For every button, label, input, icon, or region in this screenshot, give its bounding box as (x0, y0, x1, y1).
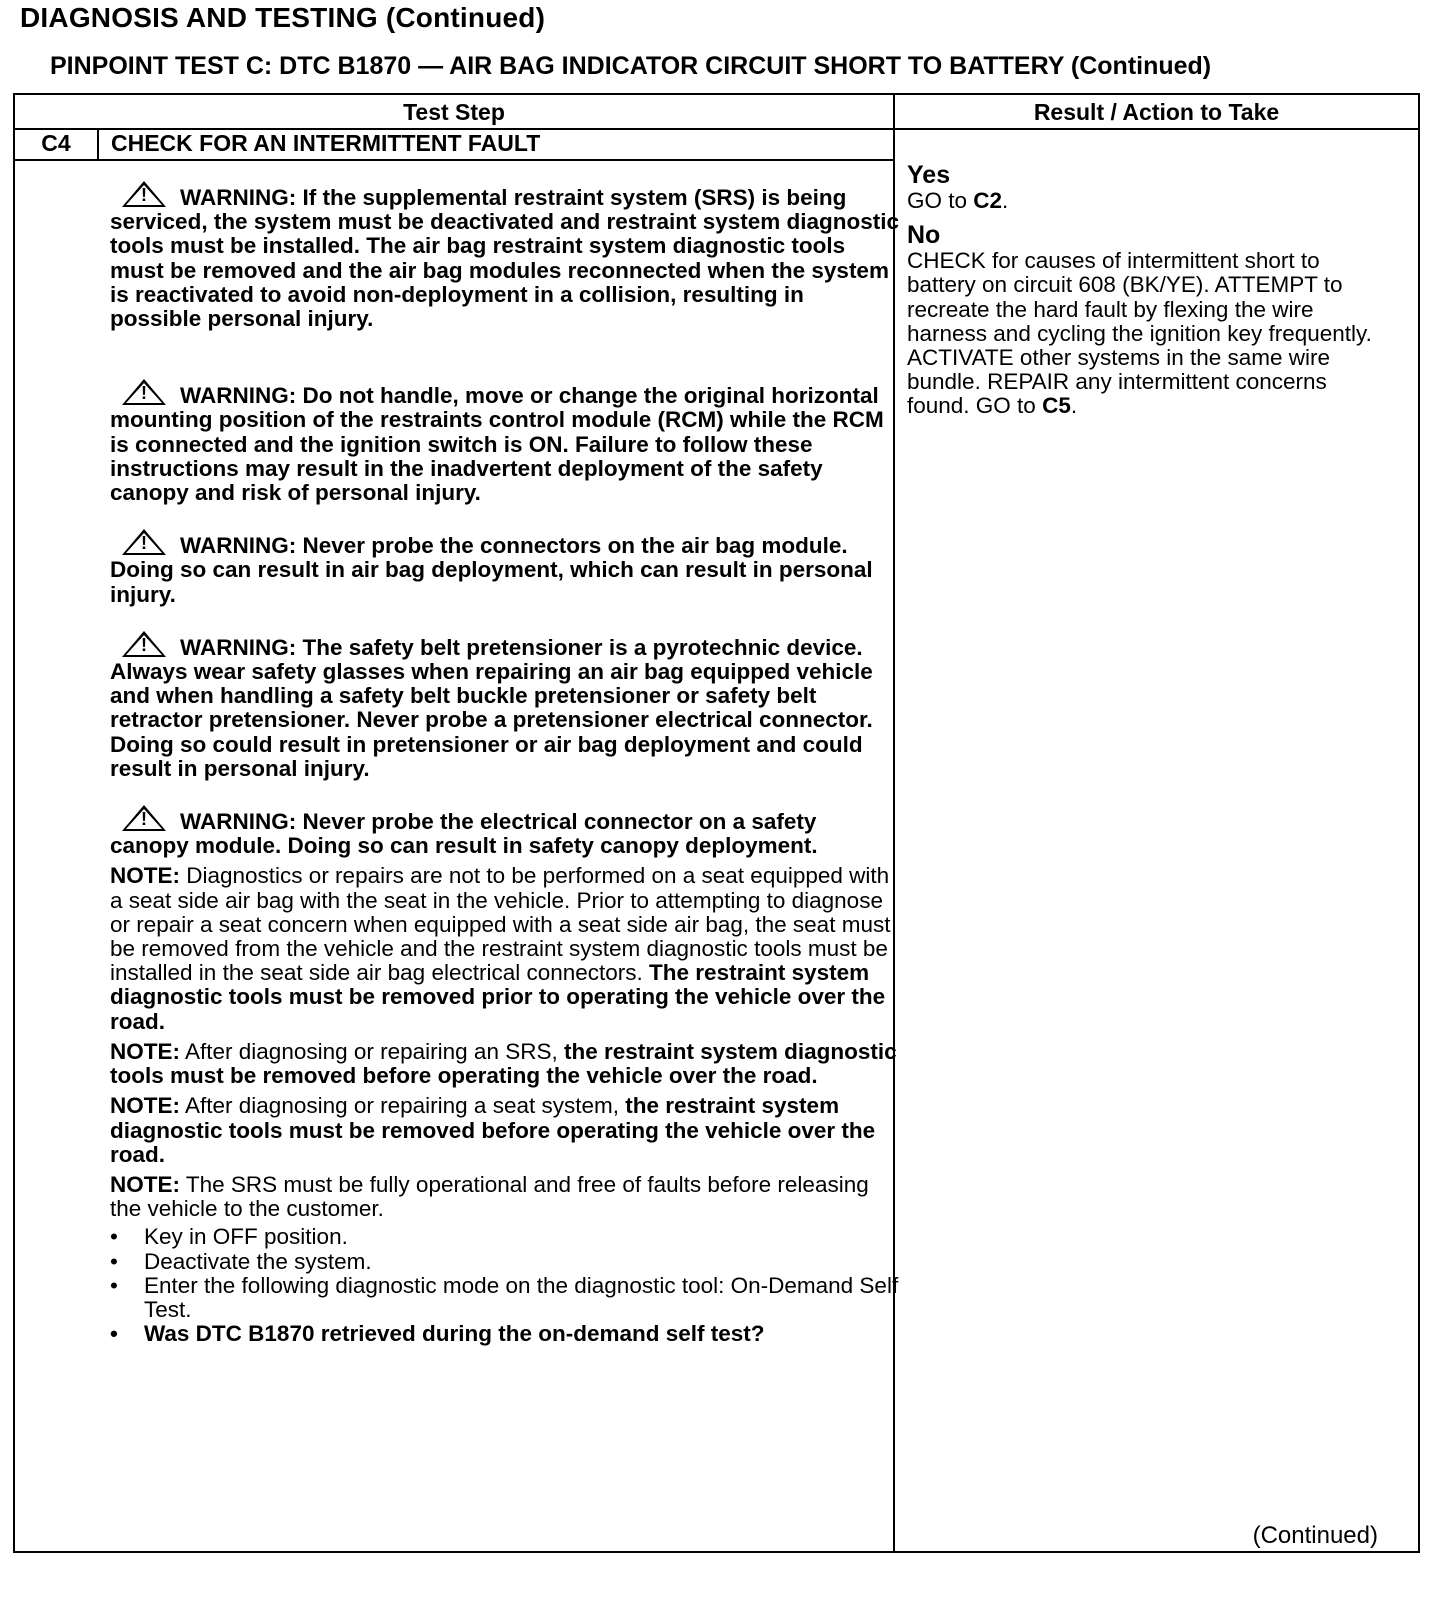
result-no-action: CHECK for causes of intermittent short to battery on circuit 608 (BK/YE). ATTEMPT to recreate the hard fault by flexing the wire harness and cycling the ignition key frequently. ACTIVATE other systems in the same wire bundle. REPAIR any intermittent concerns found. GO to C5. (907, 248, 1372, 419)
continued-footer: (Continued) (1252, 1522, 1378, 1549)
procedure-steps (110, 1225, 900, 1346)
test-step-body (110, 181, 900, 1346)
result-yes-label: Yes (907, 161, 951, 189)
warning-srs-deactivation: !WARNING: If the supplemental restraint system (SRS) is being serviced, the system must be deactivated and restraint system diagnostic tools must be installed. The air bag restraint system diagnostic tools must be removed and the air bag modules reconnected when the system is reactivated to avoid non-deployment in a collision, resulting in possible personal injury. (110, 181, 900, 331)
step-id-divider (97, 128, 99, 161)
pinpoint-test-table (13, 93, 1420, 1553)
note-seat-side-air-bag: NOTE: Diagnostics or repairs are not to be performed on a seat equipped with a seat side air bag with the seat in the vehicle. Prior to attempting to diagnose or repair a seat concern when equipped with a seat side air bag, the seat must be removed from the vehicle and the restraint system diagnostic tools must be installed in the seat side air bag electrical connectors. The restraint system diagnostic tools must be removed prior to operating the vehicle over the road. (110, 863, 891, 1034)
list-item: • Enter the following diagnostic mode on the diagnostic tool: On-Demand Self Test. (110, 1274, 900, 1322)
warning-triangle-icon (122, 379, 166, 405)
note-srs-operational: NOTE: The SRS must be fully operational and free of faults before releasing the vehicle to the customer. (110, 1171, 869, 1222)
step-title: CHECK FOR AN INTERMITTENT FAULT (111, 130, 541, 156)
result-no-label: No (907, 221, 941, 250)
note-after-seat-repair: NOTE: After diagnosing or repairing a seat system, the restraint system diagnostic tools must be removed before operating the vehicle over the road. (110, 1093, 876, 1167)
page-title: DIAGNOSIS AND TESTING (Continued) (20, 2, 546, 33)
warning-safety-canopy: !WARNING: Never probe the electrical connector on a safety canopy module. Doing so can result in safety canopy deployment. (110, 805, 900, 858)
header-result-action: Result / Action to Take (1033, 99, 1280, 125)
result-action-column (907, 161, 1377, 419)
pinpoint-test-title: PINPOINT TEST C: DTC B1870 — AIR BAG INDICATOR CIRCUIT SHORT TO BATTERY (Continued) (50, 52, 1212, 80)
note-after-srs-repair: NOTE: After diagnosing or repairing an SRS, the restraint system diagnostic tools must be removed before operating the vehicle over the road. (110, 1038, 897, 1089)
list-item: • Deactivate the system. (110, 1250, 900, 1274)
warning-air-bag-connectors: !WARNING: Never probe the connectors on the air bag module. Doing so can result in air bag deployment, which can result in personal injury. (110, 529, 900, 607)
step-id: C4 (41, 130, 71, 156)
warning-pretensioner: !WARNING: The safety belt pretensioner is a pyrotechnic device. Always wear safety glasses when repairing an air bag equipped vehicle and when handling a safety belt buckle pretensioner or safety belt retractor pretensioner. Never probe a pretensioner electrical connector. Doing so could result in pretensioner or air bag deployment and could result in personal injury. (110, 631, 900, 781)
procedure-question: • Was DTC B1870 retrieved during the on-demand self test? (110, 1322, 900, 1346)
list-item: • Key in OFF position. (110, 1225, 900, 1249)
warning-rcm-mounting: !WARNING: Do not handle, move or change the original horizontal mounting position of the restraints control module (RCM) while the RCM is connected and the ignition switch is ON. Failure to follow these instructions may result in the inadvertent deployment of the safety canopy and risk of personal injury. (110, 379, 900, 505)
warning-triangle-icon (122, 631, 166, 657)
header-test-step: Test Step (403, 99, 505, 125)
warning-triangle-icon (122, 529, 166, 555)
warning-triangle-icon (122, 181, 166, 207)
warning-triangle-icon (122, 805, 166, 831)
result-yes-action: GO to C2. (907, 188, 1009, 213)
